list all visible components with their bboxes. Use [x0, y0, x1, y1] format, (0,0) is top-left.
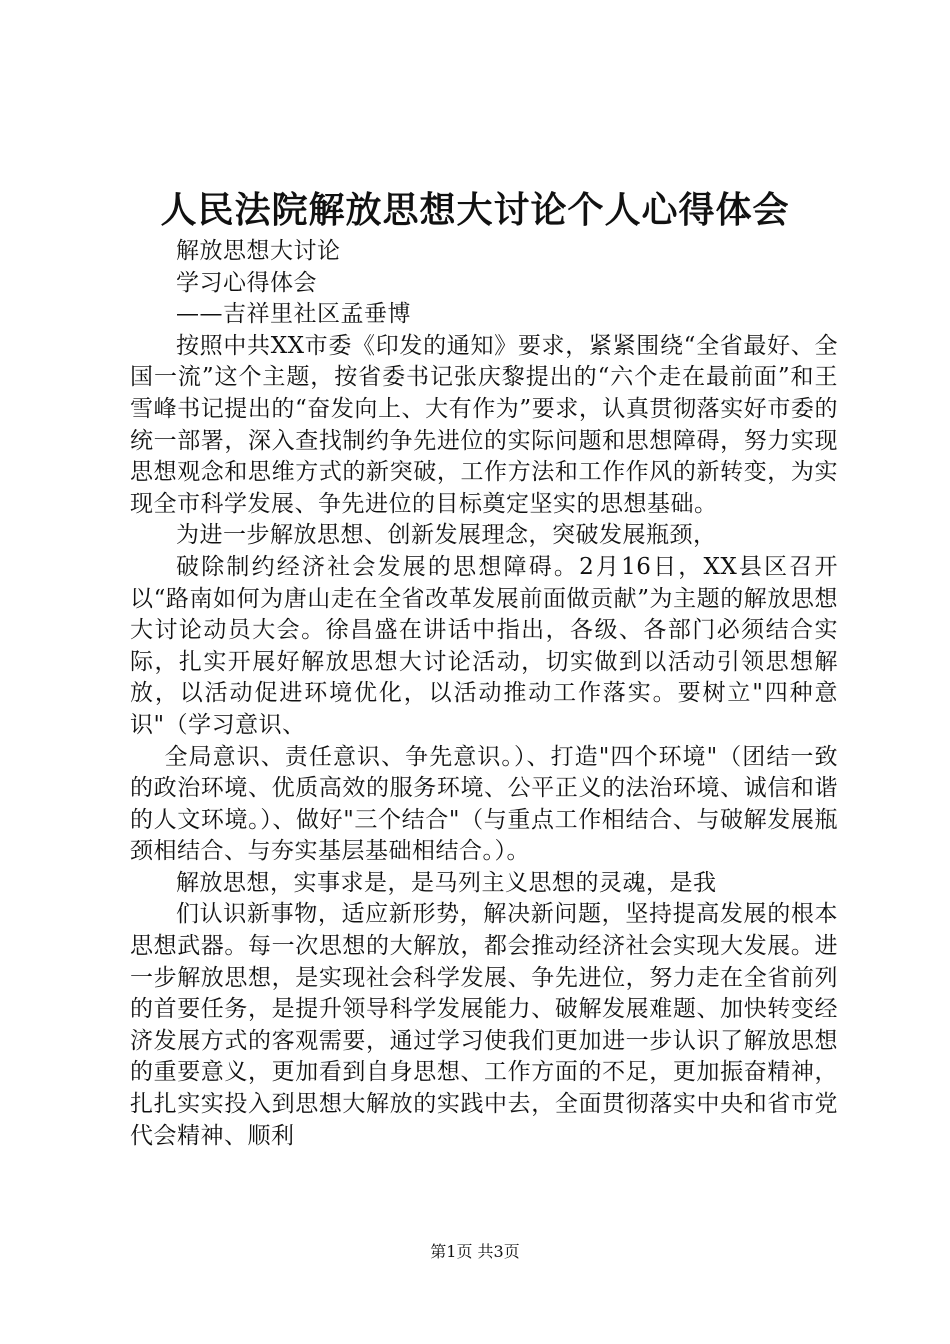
- document-title: 人民法院解放思想大讨论个人心得体会: [160, 189, 790, 231]
- page-number: 第1页 共3页: [430, 1242, 520, 1261]
- document-body: [130, 236, 838, 1152]
- author-line: ——吉祥里社区孟垂博: [176, 301, 411, 328]
- body-paragraph: 为进一步解放思想、创新发展理念，突破发展瓶颈，: [176, 522, 717, 549]
- body-paragraph: 们认识新事物，适应新形势，解决新问题，坚持提高发展的根本思想武器。每一次思想的大解放，都会推动经济社会实现大发展。进一步解放思想，是实现社会科学发展、争先进位，努力走在全省前列的首要任务，是提升领导科学发展能力、破解发展难题、加快转变经济发展方式的客观需要，通过学习使我们更加进一步认识了解放思想的重要意义，更加看到自身思想、工作方面的不足，更加振奋精神，扎扎实实投入到思想大解放的实践中去，全面贯彻落实中央和省市党代会精神、顺利: [130, 901, 838, 1149]
- body-paragraph: 破除制约经济社会发展的思想障碍。2月16日，XX县区召开以“路南如何为唐山走在全省改革发展前面做贡献”为主题的解放思想大讨论动员大会。徐昌盛在讲话中指出，各级、各部门必须结合实际，扎实开展好解放思想大讨论活动，切实做到以活动引领思想解放，以活动促进环境优化，以活动推动工作落实。要树立"四种意识"（学习意识、: [130, 553, 838, 738]
- body-paragraph: 全局意识、责任意识、争先意识。）、打造"四个环境"（团结一致的政治环境、优质高效的服务环境、公平正义的法治环境、诚信和谐的人文环境。）、做好"三个结合"（与重点工作相结合、与破解发展瓶颈相结合、与夯实基层基础相结合。）。: [130, 743, 838, 865]
- body-paragraph: 按照中共XX市委《印发的通知》要求，紧紧围绕“全省最好、全国一流”这个主题，按省委书记张庆黎提出的“六个走在最前面”和王雪峰书记提出的“奋发向上、大有作为”要求，认真贯彻落实好市委的统一部署，深入查找制约争先进位的实际问题和思想障碍，努力实现思想观念和思维方式的新突破，工作方法和工作作风的新转变，为实现全市科学发展、争先进位的目标奠定坚实的思想基础。: [130, 332, 838, 517]
- body-paragraph: 解放思想，实事求是，是马列主义思想的灵魂，是我: [176, 869, 717, 896]
- subtitle-line-2: 学习心得体会: [176, 269, 317, 296]
- subtitle-line-1: 解放思想大讨论: [176, 238, 341, 264]
